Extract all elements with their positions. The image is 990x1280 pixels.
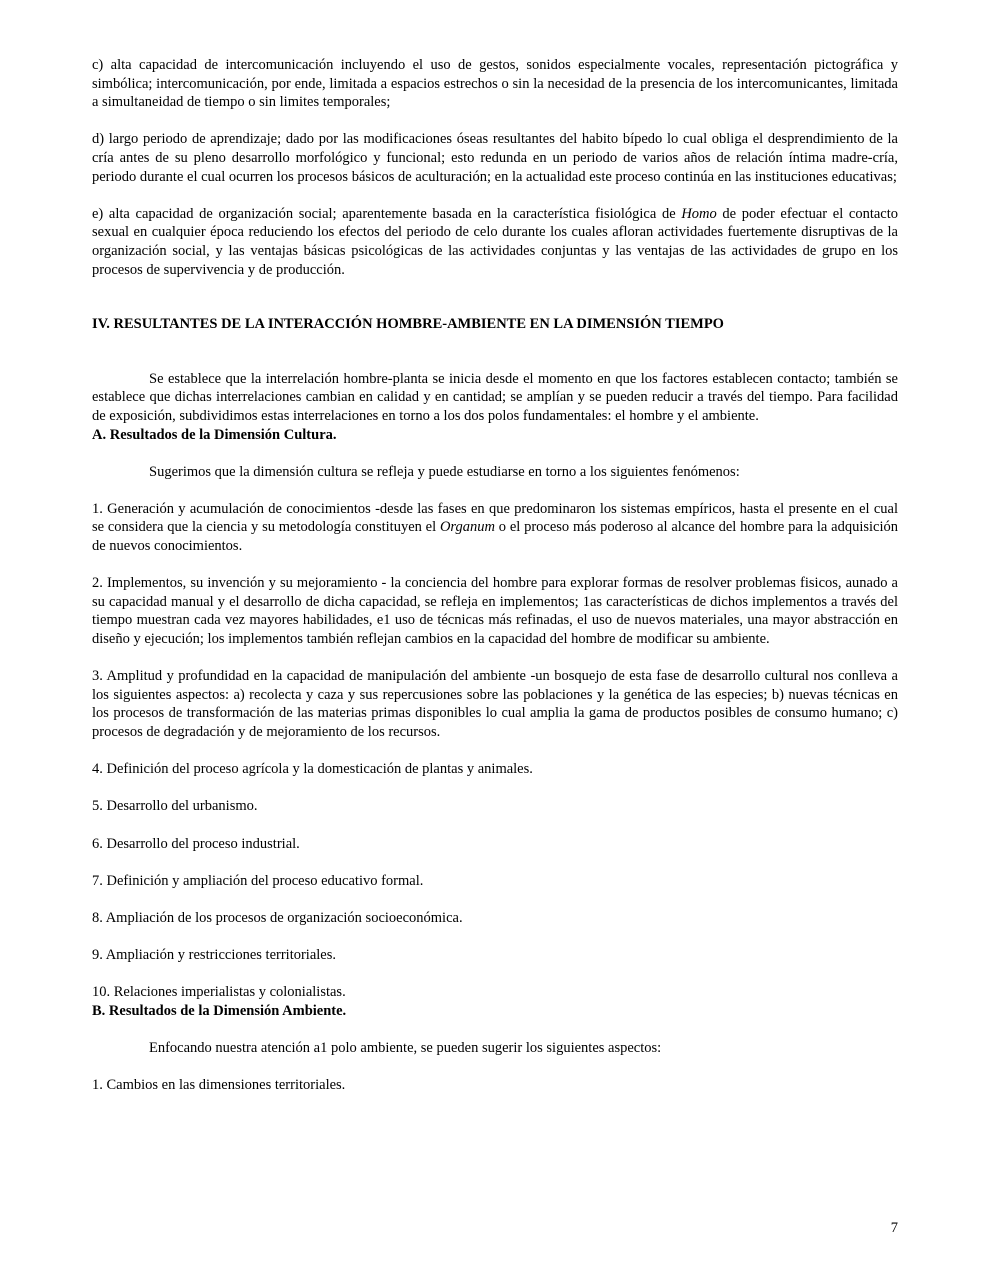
italic-term: Organum xyxy=(439,519,495,536)
section-b-heading: B. Resultados de la Dimensión Ambiente. xyxy=(92,1002,347,1019)
section-a-item-4: 4. Definición del proceso agrícola y la domesticación de plantas y animales. xyxy=(92,761,533,778)
list-item-c: c) alta capacidad de intercomunicación incluyendo el uso de gestos, sonidos especialmente vocales, representación pictográfica y simbólica; intercomunicación, por ende, limitada a espacios estrechos o sin la necesidad de la presencia de los intercomunicantes, limitada a simultaneidad de tiempo o sin limites temporales; xyxy=(92,57,898,111)
section-a-item-6: 6. Desarrollo del proceso industrial. xyxy=(92,835,300,852)
list-item-d: d) largo periodo de aprendizaje; dado por las modificaciones óseas resultantes del habito bípedo lo cual obliga el desprendimiento de la cría antes de su pleno desarrollo morfológico y funcional; esto redunda en un periodo de varios años de relación íntima madre-cría, periodo durante el cual ocurren los procesos básicos de aculturación; en la actualidad este proceso continúa en las instituciones educativas; xyxy=(92,131,898,185)
section-a-item-8: 8. Ampliación de los procesos de organización socioeconómica. xyxy=(92,909,463,926)
section-a-item-2: 2. Implementos, su invención y su mejoramiento - la conciencia del hombre para explorar formas de resolver problemas fisicos, aunado a su capacidad manual y el desarrollo de dicha capacidad, se refleja en implementos; 1as características de dichos implementos a través del tiempo muestran cada vez mayores habilidades, e1 uso de técnicas más refinadas, el uso de nuevos materiales, una mayor abstracción en diseño y ejecución; los implementos también reflejan cambios en la capacidad del hombre de modificar su ambiente. xyxy=(92,575,898,648)
section-a-intro: Sugerimos que la dimensión cultura se refleja y puede estudiarse en torno a los siguientes fenómenos: xyxy=(149,463,740,480)
section-iv-heading: IV. RESULTANTES DE LA INTERACCIÓN HOMBRE-AMBIENTE EN LA DIMENSIÓN TIEMPO xyxy=(92,316,724,333)
italic-term: Homo xyxy=(681,205,717,222)
section-a-item-10: 10. Relaciones imperialistas y colonialistas. xyxy=(92,984,346,1001)
document-page xyxy=(92,56,898,1095)
page-number: 7 xyxy=(890,1220,898,1236)
section-b-item-1: 1. Cambios en las dimensiones territoriales. xyxy=(92,1077,346,1094)
section-a-item-7: 7. Definición y ampliación del proceso educativo formal. xyxy=(92,872,424,889)
section-iv-intro: Se establece que la interrelación hombre-planta se inicia desde el momento en que los factores establecen contacto; también se establece que dichas interrelaciones cambian en calidad y en cantidad; se amplían y se pueden reducir a través del tiempo. Para facilidad de exposición, subdividimos estas interrelaciones en torno a los dos polos fundamentales: el hombre y el ambiente. xyxy=(92,370,898,424)
section-b-intro: Enfocando nuestra atención a1 polo ambiente, se pueden sugerir los siguientes aspectos: xyxy=(149,1040,662,1057)
list-item-e: e) alta capacidad de organización social; aparentemente basada en la característica fisiológica de Homo de poder efectuar el contacto sexual en cualquier época reduciendo los efectos del periodo de celo durante los cuales afloran actividades fuertemente disruptivas de la organización social, y las ventajas básicas psicológicas de las actividades conjuntas y las ventajas de las actividades de grupo en los procesos de supervivencia y de producción. xyxy=(92,205,898,278)
section-a-item-1: 1. Generación y acumulación de conocimientos -desde las fases en que predominaron los sistemas empíricos, hasta el presente en el cual se considera que la ciencia y su metodología constituyen el Organum o el proceso más poderoso al alcance del hombre para la adquisición de nuevos conocimientos. xyxy=(92,500,899,555)
section-a-item-9: 9. Ampliación y restricciones territoriales. xyxy=(92,947,337,964)
section-a-item-5: 5. Desarrollo del urbanismo. xyxy=(92,798,258,815)
section-a-heading: A. Resultados de la Dimensión Cultura. xyxy=(92,426,337,443)
section-a-item-3: 3. Amplitud y profundidad en la capacidad de manipulación del ambiente -un bosquejo de esta fase de desarrollo cultural nos conlleva a los siguientes aspectos: a) recolecta y caza y sus repercusiones sobre las poblaciones y la genética de las especies; b) nuevas técnicas en los procesos de transformación de las materias primas disponibles lo cual amplia la gama de productos posibles de consumo humano; c) procesos de degradación y de mejoramiento de los recursos. xyxy=(92,668,898,740)
